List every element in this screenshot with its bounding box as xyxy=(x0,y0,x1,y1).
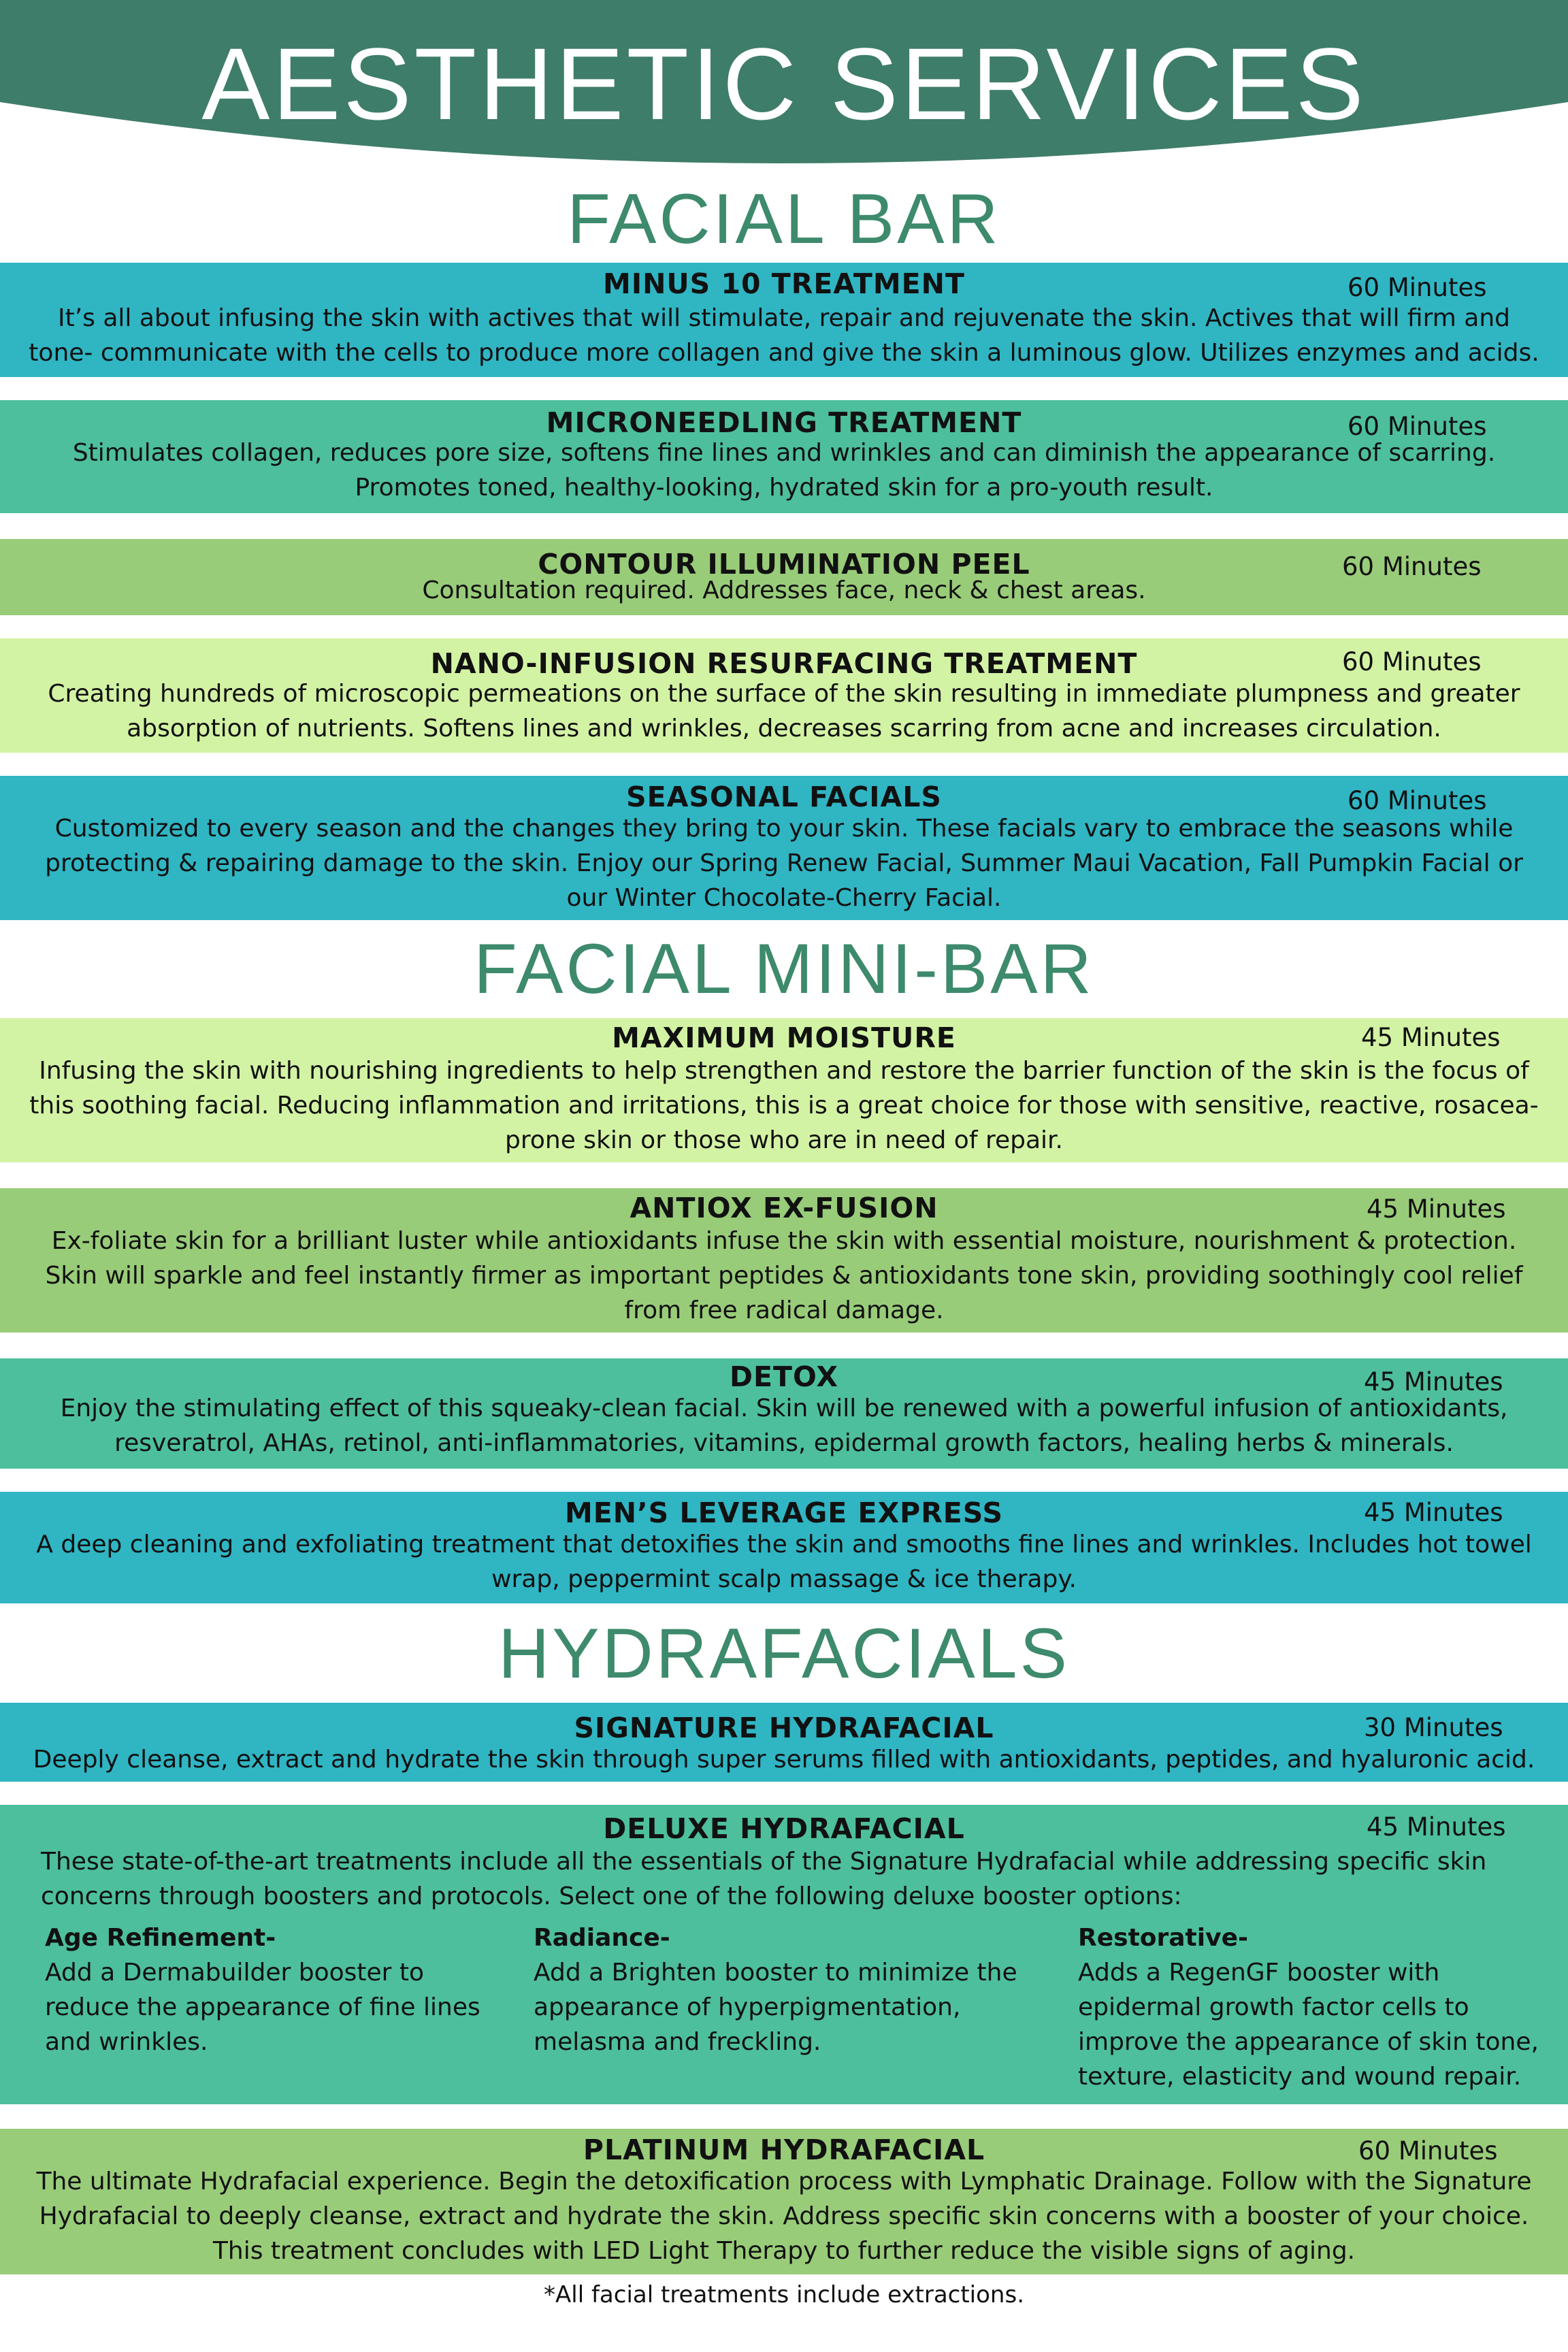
service-name: MEN’S LEVERAGE EXPRESS xyxy=(564,1497,1004,1529)
service-description: Ex-foliate skin for a brilliant luster while antioxidants infuse the skin with essential moisture, nourishment & protection. Skin will sparkle and feel instantly firmer as important peptides & antioxidants tone skin, providing soothingly cool relief from free radical damage. xyxy=(45,1227,1523,1324)
service-duration: 60 Minutes xyxy=(1348,412,1487,441)
booster-option-text: Add a Brighten booster to minimize the appearance of hyperpigmentation, melasma and freckling. xyxy=(534,1959,1017,2056)
service-name: DETOX xyxy=(729,1360,838,1393)
service-name: NANO-INFUSION RESURFACING TREATMENT xyxy=(430,647,1138,680)
service-name: MINUS 10 TREATMENT xyxy=(603,267,965,300)
service-duration: 45 Minutes xyxy=(1367,1812,1506,1842)
service-name: SEASONAL FACIALS xyxy=(626,781,942,813)
service-nano-infusion xyxy=(0,638,1568,753)
service-duration: 45 Minutes xyxy=(1361,1023,1501,1052)
service-contour xyxy=(0,539,1568,615)
service-duration: 60 Minutes xyxy=(1358,2136,1498,2166)
service-description: Stimulates collagen, reduces pore size, softens fine lines and wrinkles and can diminish the appearance of scarring. Promotes toned, healthy-looking, hydrated skin for a pro-youth result. xyxy=(72,439,1496,502)
service-antiox-exfusion xyxy=(0,1188,1568,1333)
service-platinum-hydrafacial xyxy=(0,2129,1568,2274)
service-duration: 45 Minutes xyxy=(1367,1194,1506,1224)
booster-option-text: Adds a RegenGF booster with epidermal growth factor cells to improve the appearance of skin tone, texture, elasticity and wound repair. xyxy=(1078,1959,1539,2091)
service-name: MAXIMUM MOISTURE xyxy=(612,1022,956,1054)
service-description: The ultimate Hydrafacial experience. Begin the detoxification process with Lymphatic Drainage. Follow with the Signature Hydrafacial to deeply cleanse, extract and hydrate the skin. Address specific skin concerns with a booster of your choice. This treatment concludes with LED Light Therapy to further reduce the visible signs of aging. xyxy=(36,2168,1532,2265)
service-duration: 30 Minutes xyxy=(1364,1713,1503,1742)
service-duration: 60 Minutes xyxy=(1348,273,1487,302)
service-duration: 60 Minutes xyxy=(1342,647,1482,676)
service-description: Creating hundreds of microscopic permeations on the surface of the skin resulting in immediate plumpness and greater absorption of nutrients. Softens lines and wrinkles, decreases scarring from acne and increases circulation. xyxy=(48,680,1520,742)
booster-option-name: Radiance- xyxy=(534,1924,670,1952)
service-duration: 60 Minutes xyxy=(1348,786,1487,815)
service-detox xyxy=(0,1358,1568,1469)
service-name: DELUXE HYDRAFACIAL xyxy=(603,1812,965,1845)
service-name: MICRONEEDLING TREATMENT xyxy=(546,406,1022,439)
service-name: SIGNATURE HYDRAFACIAL xyxy=(574,1712,994,1744)
service-mens-leverage-express xyxy=(0,1492,1568,1603)
booster-option-name: Restorative- xyxy=(1078,1924,1248,1952)
service-maximum-moisture xyxy=(0,1018,1568,1162)
service-microneedling xyxy=(0,400,1568,513)
service-description: Customized to every season and the changes they bring to your skin. These facials vary to embrace the seasons while protecting & repairing damage to the skin. Enjoy our Spring Renew Facial, Summer Maui Vacation, Fall Pumpkin Facial or our Winter Chocolate-Cherry Facial. xyxy=(45,815,1523,912)
service-signature-hydrafacial xyxy=(0,1703,1568,1782)
service-description: Enjoy the stimulating effect of this squeaky-clean facial. Skin will be renewed with a powerful infusion of antioxidants, resveratrol, AHAs, retinol, anti-inflammatories, vitamins, epidermal growth factors, healing herbs & minerals. xyxy=(60,1394,1508,1457)
booster-option-age-refinement xyxy=(45,1921,480,2059)
service-duration: 60 Minutes xyxy=(1342,552,1482,581)
booster-option-restorative xyxy=(1078,1921,1548,2094)
section-title-hydrafacials: HYDRAFACIALS xyxy=(498,1614,1070,1693)
service-description: These state-of-the-art treatments include all the essentials of the Signature Hydrafacial while addressing specific skin concerns through boosters and protocols. Select one of the following deluxe booster options: xyxy=(41,1848,1487,1910)
service-description: It’s all about infusing the skin with actives that will stimulate, repair and rejuvenate the skin. Actives that will firm and tone- communicate with the cells to produce more collagen and give the skin a luminous glow. Utilizes enzymes and acids. xyxy=(29,304,1539,367)
page-title: AESTHETIC SERVICES xyxy=(201,27,1367,141)
service-deluxe-hydrafacial xyxy=(0,1805,1568,2104)
booster-option-text: Add a Dermabuilder booster to reduce the appearance of fine lines and wrinkles. xyxy=(45,1959,480,2056)
service-name: PLATINUM HYDRAFACIAL xyxy=(583,2134,985,2166)
service-description: Deeply cleanse, extract and hydrate the skin through super serums filled with antioxidants, peptides, and hyaluronic acid. xyxy=(33,1746,1535,1774)
service-minus10 xyxy=(0,263,1568,377)
service-description: Infusing the skin with nourishing ingredients to help strengthen and restore the barrier function of the skin is the focus of this soothing facial. Reducing inflammation and irritations, this is a great choice for those with sensitive, reactive, rosacea-prone skin or those who are in need of repair. xyxy=(29,1057,1539,1154)
service-name: ANTIOX EX-FUSION xyxy=(630,1192,938,1224)
footnote: *All facial treatments include extractions. xyxy=(544,2281,1024,2308)
service-description: Consultation required. Addresses face, neck & chest areas. xyxy=(422,576,1146,604)
service-description: A deep cleaning and exfoliating treatment that detoxifies the skin and smooths fine lines and wrinkles. Includes hot towel wrap, peppermint scalp massage & ice therapy. xyxy=(36,1531,1532,1593)
booster-option-radiance xyxy=(534,1921,1030,2059)
service-name: CONTOUR ILLUMINATION PEEL xyxy=(538,548,1030,581)
service-seasonal xyxy=(0,776,1568,920)
service-duration: 45 Minutes xyxy=(1364,1498,1503,1527)
header-banner xyxy=(0,0,1568,170)
section-title-facial-mini-bar: FACIAL MINI-BAR xyxy=(474,930,1094,1009)
service-duration: 45 Minutes xyxy=(1364,1367,1503,1396)
booster-option-name: Age Refinement- xyxy=(45,1924,276,1952)
section-title-facial-bar: FACIAL BAR xyxy=(567,180,1001,259)
